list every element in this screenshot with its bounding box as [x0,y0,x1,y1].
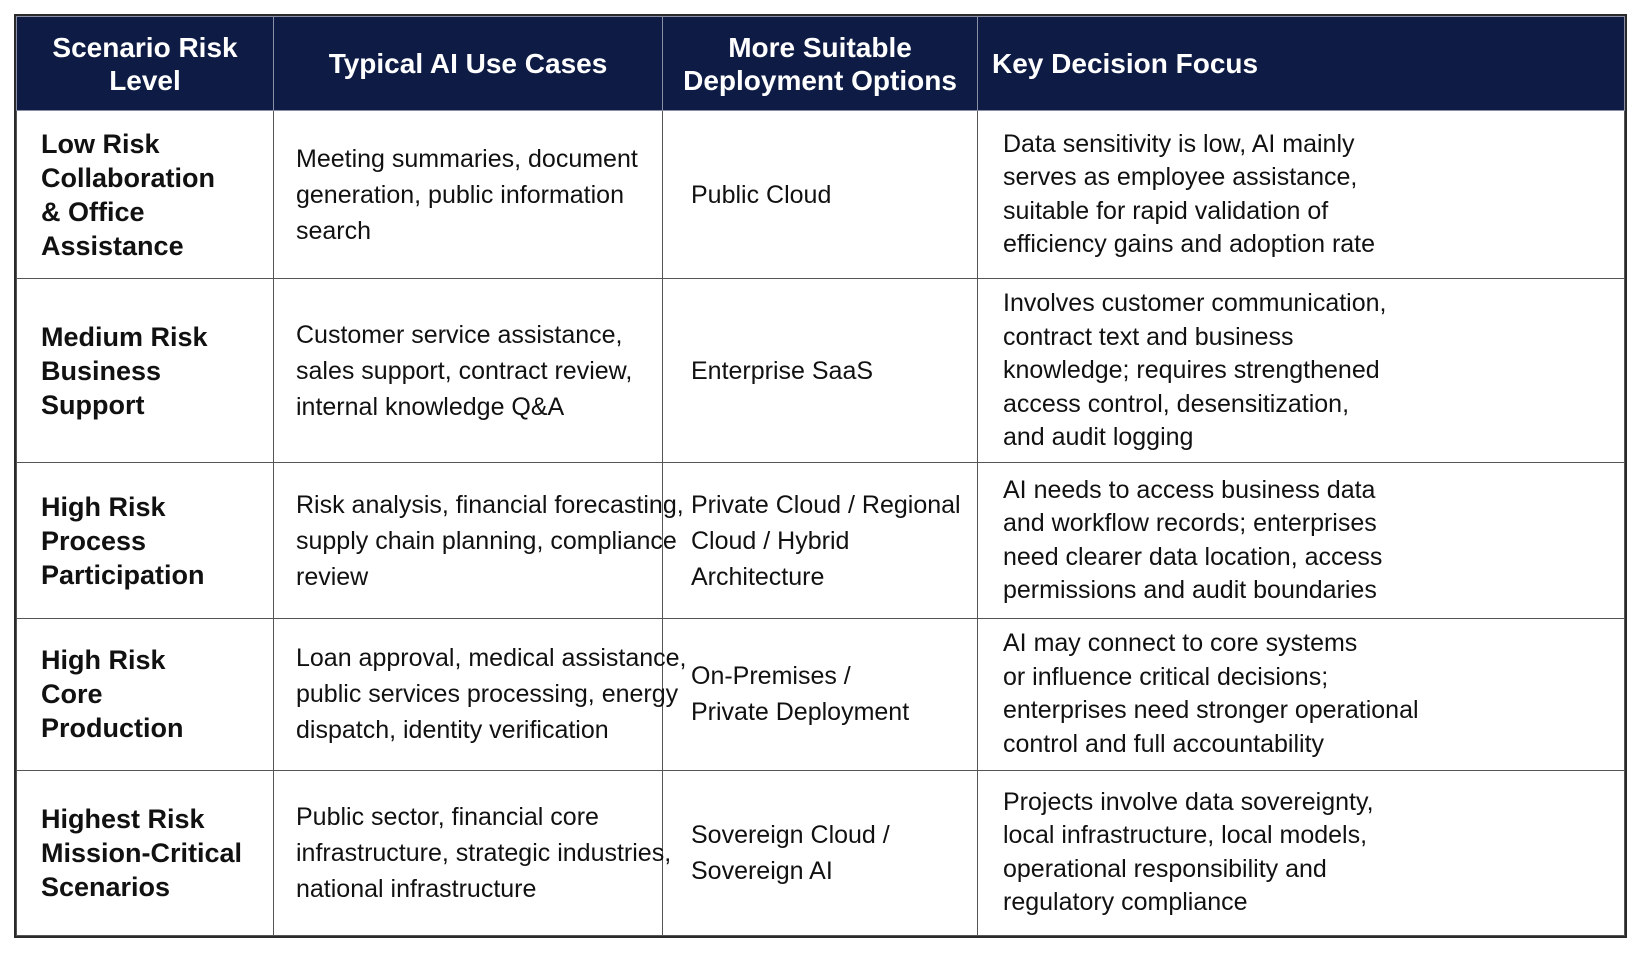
decision-focus-cell: Projects involve data sovereignty, local infrastructure, local models, operational responsibility and regulatory compliance [978,770,1625,935]
header-key-decision-focus: Key Decision Focus [978,17,1625,111]
use-cases-cell: Meeting summaries, document generation, public information search [274,111,663,279]
decision-focus-cell: AI needs to access business data and workflow records; enterprises need clearer data location, access permissions and audit boundaries [978,463,1625,618]
use-cases-cell: Risk analysis, financial forecasting, supply chain planning, compliance review [274,463,663,618]
header-deployment-options: More Suitable Deployment Options [663,17,978,111]
deployment-options-cell: Enterprise SaaS [663,279,978,463]
table-row [17,770,1625,935]
risk-level-cell: Highest Risk Mission-Critical Scenarios [17,770,274,935]
table-header-row [17,17,1625,111]
decision-focus-cell: Data sensitivity is low, AI mainly serves as employee assistance, suitable for rapid validation of efficiency gains and adoption rate [978,111,1625,279]
deployment-options-cell: Public Cloud [663,111,978,279]
decision-focus-cell: AI may connect to core systems or influence critical decisions; enterprises need stronger operational control and full accountability [978,618,1625,770]
table-row [17,463,1625,618]
deployment-risk-table-container [14,14,1627,938]
deployment-options-cell: On-Premises / Private Deployment [663,618,978,770]
table-row [17,279,1625,463]
risk-level-cell: Low Risk Collaboration & Office Assistance [17,111,274,279]
deployment-risk-table [16,16,1625,936]
table-row [17,618,1625,770]
decision-focus-cell: Involves customer communication, contract text and business knowledge; requires strengthened access control, desensitization, and audit logging [978,279,1625,463]
use-cases-cell: Loan approval, medical assistance, public services processing, energy dispatch, identity verification [274,618,663,770]
header-typical-ai-use-cases: Typical AI Use Cases [274,17,663,111]
header-scenario-risk-level: Scenario Risk Level [17,17,274,111]
risk-level-cell: High Risk Core Production [17,618,274,770]
deployment-options-cell: Private Cloud / Regional Cloud / Hybrid Architecture [663,463,978,618]
table-row [17,111,1625,279]
risk-level-cell: Medium Risk Business Support [17,279,274,463]
risk-level-cell: High Risk Process Participation [17,463,274,618]
use-cases-cell: Customer service assistance, sales support, contract review, internal knowledge Q&A [274,279,663,463]
deployment-options-cell: Sovereign Cloud / Sovereign AI [663,770,978,935]
use-cases-cell: Public sector, financial core infrastructure, strategic industries, national infrastructure [274,770,663,935]
